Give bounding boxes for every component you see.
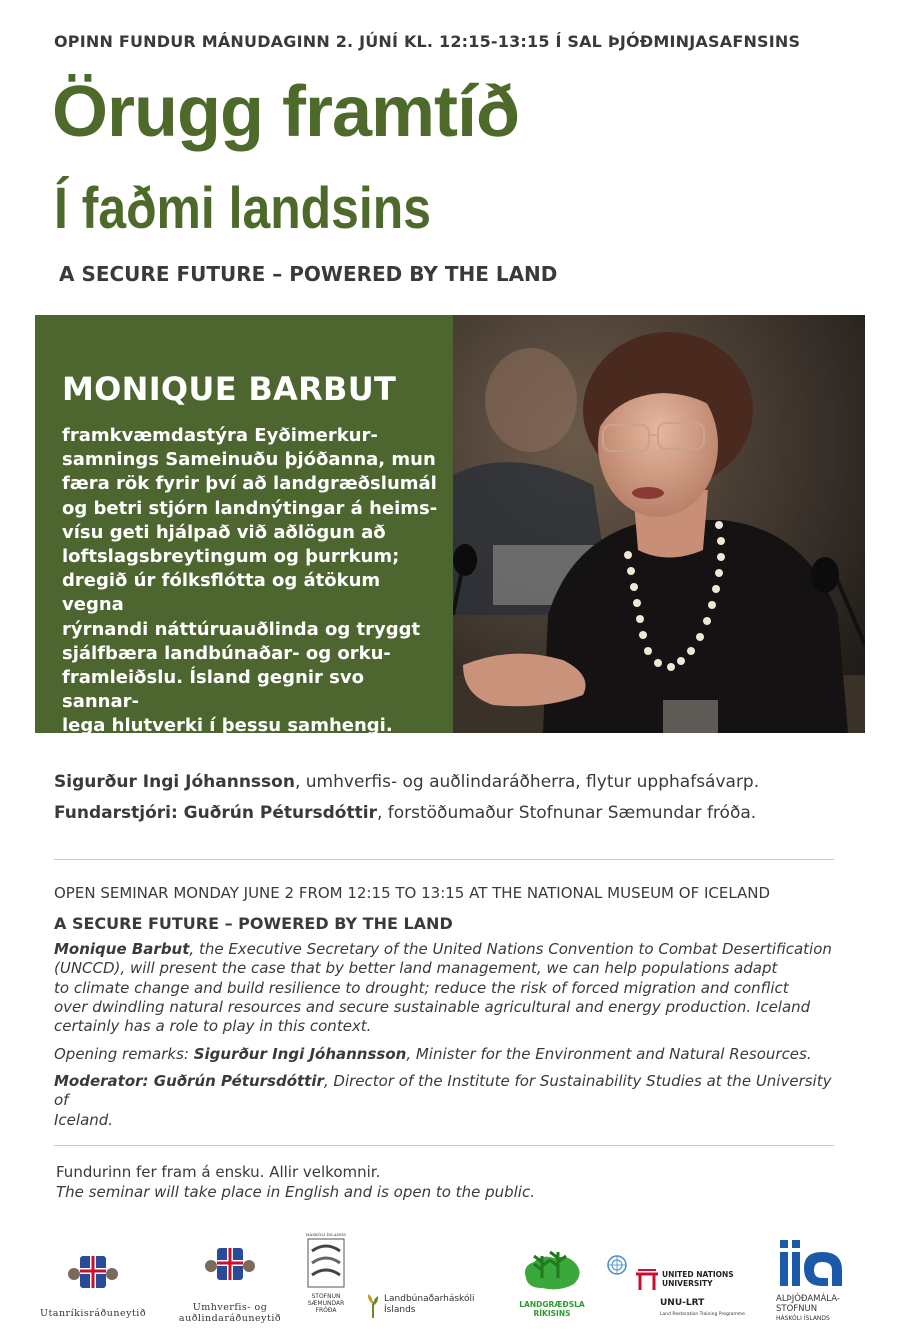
english-moderator <box>54 1072 844 1130</box>
logo-label: ALÞJÓÐAMÁLA- <box>776 1294 840 1304</box>
description-line: , the Executive Secretary of the United Nations Convention to Combat Desertification <box>189 940 832 958</box>
logo-label: FRÓÐA <box>315 1307 337 1314</box>
bio-line: dregið úr fólksflótta og átökum vegna <box>62 570 381 616</box>
moderator-role: , forstöðumaður Stofnunar Sæmundar fróða. <box>376 803 757 823</box>
logo-label: UNU-LRT <box>660 1298 705 1308</box>
english-heading: A SECURE FUTURE – POWERED BY THE LAND <box>54 914 453 933</box>
title-main: Örugg framtíð <box>52 72 519 152</box>
logo-utanrikisraduneytid <box>34 1252 152 1319</box>
english-event-line: OPEN SEMINAR MONDAY JUNE 2 FROM 12:15 TO 13:15 AT THE NATIONAL MUSEUM OF ICELAND <box>54 884 771 902</box>
description-line: (UNCCD), will present the case that by better land management, we can help populations adapt <box>54 959 778 978</box>
logo-althjodamalastofnun <box>776 1238 872 1324</box>
logo-label: Íslands <box>384 1305 416 1315</box>
speaker-bio <box>62 424 440 739</box>
opening-name: Sigurður Ingi Jóhannsson <box>193 1045 407 1063</box>
iceland-map-icon <box>512 1248 592 1296</box>
logo-label: Utanríkisráðuneytið <box>39 1308 147 1319</box>
bio-line: samnings Sameinuðu þjóðanna, mun <box>62 449 436 471</box>
english-description <box>54 940 844 1036</box>
logo-label: STOFNUN <box>776 1304 818 1314</box>
opening-speaker-is <box>54 772 759 792</box>
description-line: certainly has a role to play in this context. <box>54 1017 372 1036</box>
speaker-photo <box>453 315 865 733</box>
logo-label: SÆMUNDAR <box>307 1300 345 1307</box>
divider <box>54 859 834 860</box>
logo-label: Land Restoration Training Programme <box>660 1312 745 1317</box>
logo-label: HÁSKÓLI ÍSLANDS <box>776 1315 830 1322</box>
bio-line: rýrnandi náttúruauðlinda og tryggt <box>62 618 421 640</box>
logo-stofnun-saemundar-froda <box>302 1232 350 1314</box>
bio-line: vísu geti hjálpað við aðlögun að <box>62 521 386 543</box>
stamp-icon <box>302 1237 350 1289</box>
divider <box>54 1145 834 1146</box>
bio-line: færa rök fyrir því að landgræðslumál <box>62 473 437 495</box>
bio-line: framkvæmdastýra Eyðimerkur- <box>62 425 378 446</box>
logo-unu-lrt <box>606 1254 766 1320</box>
bio-line: lega hlutverki í þessu samhengi. <box>62 715 393 737</box>
coat-of-arms-icon <box>172 1244 288 1284</box>
sprout-icon <box>366 1292 380 1318</box>
title-secondary: Í faðmi landsins <box>54 176 431 241</box>
english-speaker-name: Monique Barbut <box>54 940 190 958</box>
bio-line: framleiðslu. Ísland gegnir svo sannar- <box>62 667 364 713</box>
logo-label: RÍKISINS <box>533 1309 571 1318</box>
logo-label: HÁSKÓLI ÍSLANDS <box>305 1232 347 1237</box>
opening-role: , Minister for the Environment and Natural Resources. <box>406 1045 812 1063</box>
logo-landgraedsla-rikisins <box>512 1248 592 1318</box>
unu-gate-icon <box>634 1268 660 1292</box>
subtitle: A SECURE FUTURE – POWERED BY THE LAND <box>59 262 558 286</box>
un-emblem-icon <box>606 1254 628 1276</box>
moderator-is <box>54 803 756 823</box>
bio-line: sjálfbæra landbúnaðar- og orku- <box>62 642 391 664</box>
moderator-name: Moderator: Guðrún Pétursdóttir <box>54 1072 324 1090</box>
moderator-label: Fundarstjóri: Guðrún Pétursdóttir <box>54 803 377 823</box>
moderator-role-line: , Director of the Institute for Sustainability Studies at the University of <box>54 1072 832 1110</box>
description-line: to climate change and build resilience to drought; reduce the risk of forced migration and conflict <box>54 978 789 997</box>
logo-label: UNITED NATIONS <box>662 1270 734 1279</box>
moderator-role-line: Iceland. <box>54 1110 114 1129</box>
coat-of-arms-icon <box>34 1252 152 1292</box>
iia-logo-icon <box>776 1238 846 1288</box>
footer-note-en: The seminar will take place in English and is open to the public. <box>56 1183 535 1201</box>
logo-label: auðlindaráðuneytið <box>178 1313 282 1324</box>
logo-label: Umhverfis- og <box>192 1302 268 1313</box>
logo-label: STOFNUN <box>311 1293 341 1300</box>
logo-label: Landbúnaðarháskóli <box>384 1294 475 1304</box>
description-line: over dwindling natural resources and secure sustainable agricultural and energy production. Iceland <box>54 997 811 1016</box>
bio-line: og betri stjórn landnýtingar á heims- <box>62 497 438 519</box>
bio-line: loftslagsbreytingum og þurrkum; <box>62 546 400 568</box>
logo-umhverfisraduneytid <box>172 1244 288 1324</box>
opening-speaker-name: Sigurður Ingi Jóhannsson <box>54 772 295 792</box>
opening-label: Opening remarks: <box>54 1045 194 1063</box>
footer-note-is: Fundurinn fer fram á ensku. Allir velkomnir. <box>56 1163 381 1181</box>
english-opening-remarks <box>54 1045 844 1064</box>
logo-label: UNIVERSITY <box>662 1279 713 1288</box>
logo-label: LANDGRÆÐSLA <box>519 1300 585 1309</box>
speaker-name: MONIQUE BARBUT <box>62 370 397 408</box>
opening-speaker-role: , umhverfis- og auðlindaráðherra, flytur upphafsávarp. <box>294 772 760 792</box>
event-announcement: OPINN FUNDUR MÁNUDAGINN 2. JÚNÍ KL. 12:15-13:15 Í SAL ÞJÓÐMINJASAFNSINS <box>54 32 801 51</box>
